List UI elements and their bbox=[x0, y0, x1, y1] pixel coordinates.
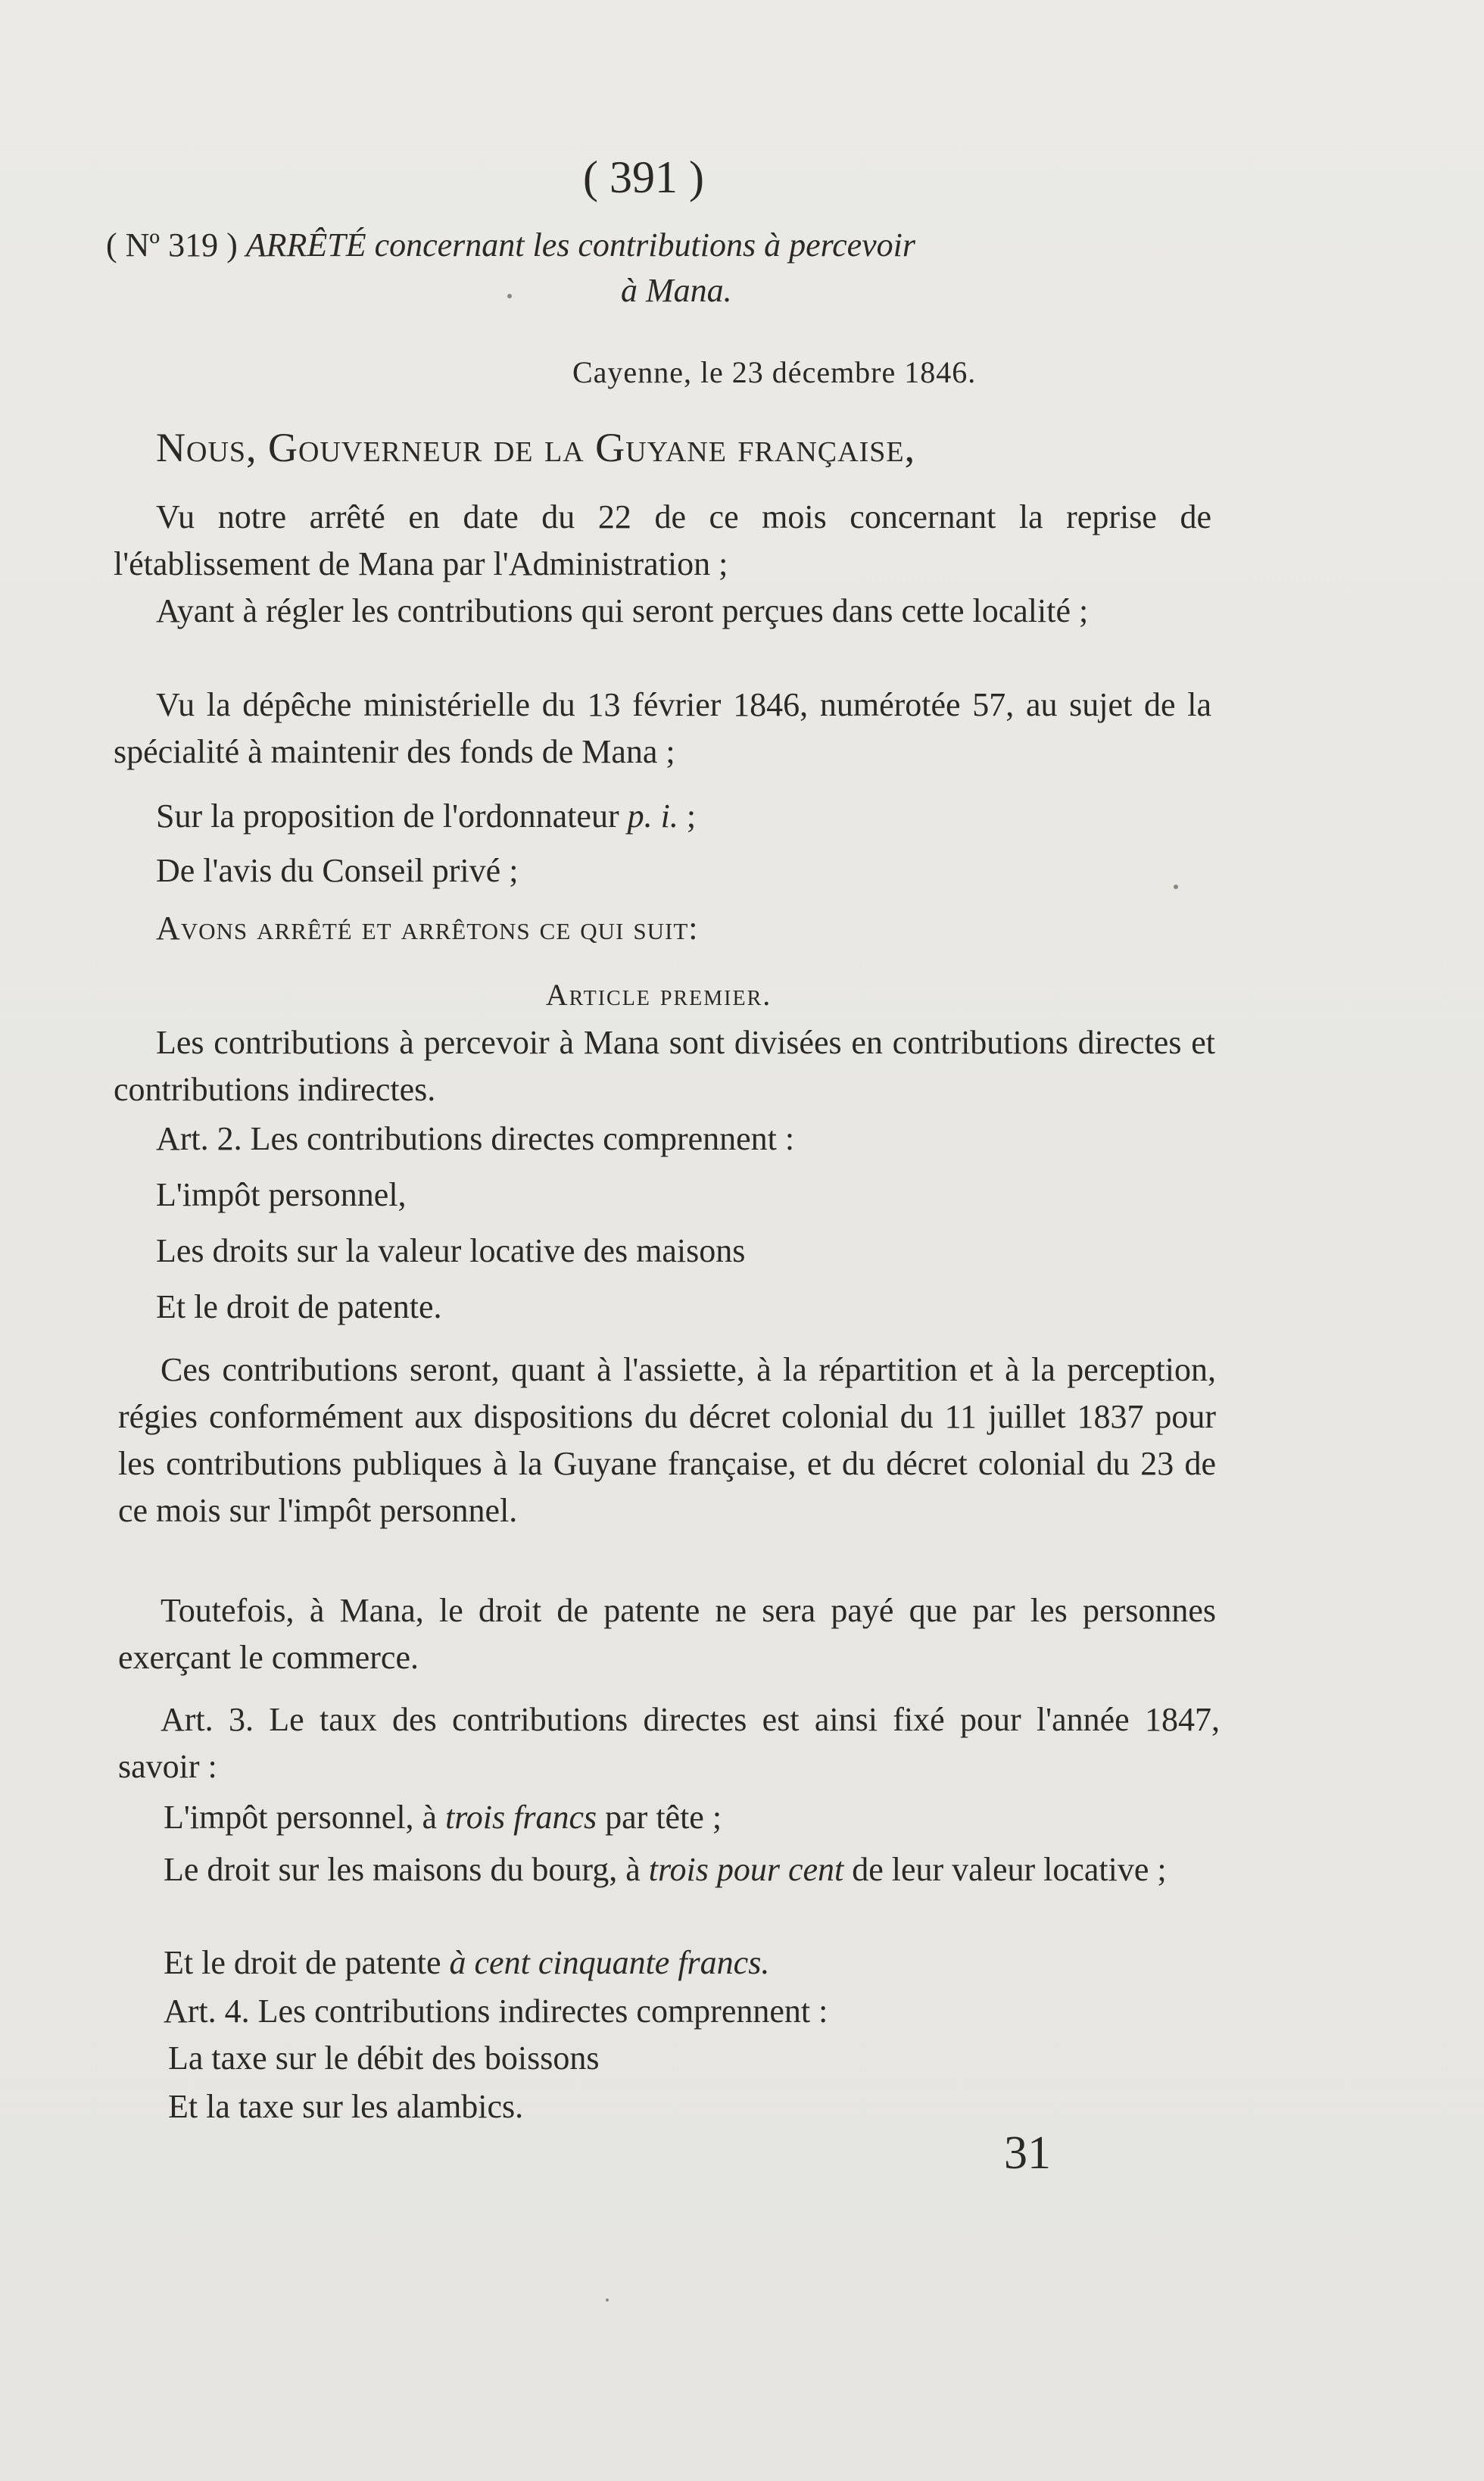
document-title bbox=[106, 226, 1227, 264]
paragraph-droits: Les droits sur la valeur locative des maisons bbox=[156, 1232, 746, 1269]
paragraph-vu-arrete: Vu notre arrêté en date du 22 de ce mois concernant la reprise de l'établissement de Mana par l'Administration ; bbox=[114, 498, 1211, 582]
paragraph-taxe-alambics: Et la taxe sur les alambics. bbox=[168, 2088, 524, 2125]
page-number: ( 391 ) bbox=[583, 152, 704, 202]
title-italic: ARRÊTÉ concernant les contributions à percevoir bbox=[245, 226, 916, 264]
paragraph-article-1: Les contributions à percevoir à Mana sont divisées en contributions directes et contributions indirectes. bbox=[114, 1024, 1215, 1108]
paragraph-article-4: Art. 4. Les contributions indirectes comprennent : bbox=[164, 1993, 828, 2030]
article-premier-heading: Article premier. bbox=[545, 978, 772, 1012]
droit-patente-text: Et le droit de patente bbox=[164, 1944, 450, 1981]
title-number: ( Nº 319 ) bbox=[106, 226, 238, 264]
paragraph-vu-depeche: Vu la dépêche ministérielle du 13 février 1846, numérotée 57, au sujet de la spécialité à maintenir des fonds de Mana ; bbox=[114, 686, 1211, 770]
proposition-end: ; bbox=[678, 797, 697, 835]
paragraph-ayant: Ayant à régler les contributions qui seront perçues dans cette localité ; bbox=[156, 592, 1089, 629]
dateline: Cayenne, le 23 décembre 1846. bbox=[572, 355, 977, 389]
droit-patente-italic: à cent cinquante francs. bbox=[449, 1944, 770, 1981]
paragraph-taxe-boissons: La taxe sur le débit des boissons bbox=[168, 2039, 600, 2077]
taux-impot-italic: trois francs bbox=[445, 1799, 597, 1836]
paragraph-ces-contributions: Ces contributions seront, quant à l'assiette, à la répartition et à la perception, régies conformément aux dispositions du décret colonial du 11 juillet 1837 pour les contributions publiques à la Guyane française, et du décret colonial du 23 de ce mois sur l'impôt personnel. bbox=[118, 1351, 1216, 1529]
proposition-text: Sur la proposition de l'ordonnateur bbox=[156, 797, 628, 835]
document-title-line2: à Mana. bbox=[621, 272, 732, 309]
proposition-italic: p. i. bbox=[627, 797, 678, 835]
droit-maisons-text: Le droit sur les maisons du bourg, à bbox=[164, 1851, 649, 1888]
ink-speck bbox=[1174, 885, 1178, 889]
paragraph-toutefois: Toutefois, à Mana, le droit de patente ne sera payé que par les personnes exerçant le commerce. bbox=[118, 1592, 1216, 1676]
signature-mark: 31 bbox=[1004, 2127, 1051, 2179]
taux-impot-end: par tête ; bbox=[597, 1799, 722, 1836]
paragraph-taux-impot bbox=[164, 1798, 722, 1837]
taux-impot-text: L'impôt personnel, à bbox=[164, 1799, 446, 1836]
droit-maisons-italic: trois pour cent bbox=[648, 1851, 844, 1888]
paragraph-droit-patente bbox=[164, 1943, 769, 1982]
paragraph-proposition bbox=[156, 797, 696, 835]
ink-speck bbox=[606, 2298, 609, 2302]
paragraph-impot: L'impôt personnel, bbox=[156, 1176, 407, 1213]
paragraph-avis: De l'avis du Conseil privé ; bbox=[156, 852, 519, 889]
ink-speck bbox=[507, 294, 512, 298]
paragraph-droit-maisons bbox=[121, 1846, 1219, 1893]
paragraph-patente: Et le droit de patente. bbox=[156, 1288, 442, 1325]
paragraph-article-2: Art. 2. Les contributions directes comprennent : bbox=[156, 1120, 795, 1157]
preamble-heading: Nous, Gouverneur de la Guyane française, bbox=[156, 425, 916, 470]
paragraph-article-3: Art. 3. Le taux des contributions directes est ainsi fixé pour l'année 1847, savoir : bbox=[118, 1701, 1220, 1785]
paragraph-avons: Avons arrêté et arrêtons ce qui suit: bbox=[156, 910, 699, 947]
droit-maisons-end: de leur valeur locative ; bbox=[843, 1851, 1167, 1888]
